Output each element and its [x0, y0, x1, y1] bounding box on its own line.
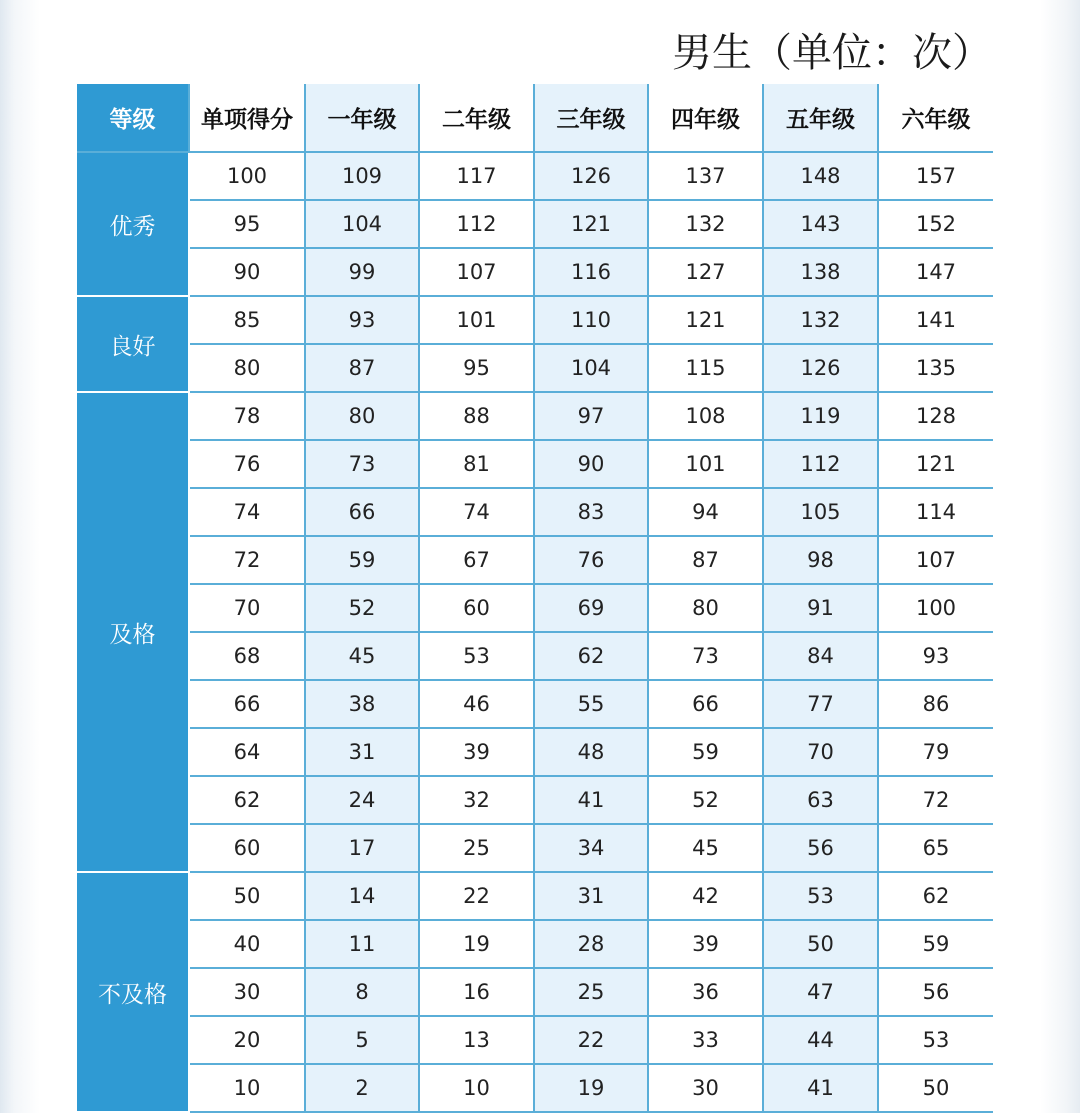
count-cell: 22: [534, 1016, 648, 1064]
score-cell: 50: [189, 872, 305, 920]
count-cell: 41: [534, 776, 648, 824]
count-cell: 109: [305, 152, 419, 200]
count-cell: 81: [419, 440, 534, 488]
count-cell: 128: [878, 392, 993, 440]
header-grade-3: 三年级: [534, 84, 648, 152]
table-row: [77, 680, 993, 728]
count-cell: 148: [763, 152, 878, 200]
count-cell: 34: [534, 824, 648, 872]
count-cell: 66: [648, 680, 763, 728]
count-cell: 101: [648, 440, 763, 488]
count-cell: 56: [763, 824, 878, 872]
count-cell: 77: [763, 680, 878, 728]
score-cell: 66: [189, 680, 305, 728]
count-cell: 8: [305, 968, 419, 1016]
count-cell: 76: [534, 536, 648, 584]
count-cell: 62: [534, 632, 648, 680]
count-cell: 115: [648, 344, 763, 392]
score-cell: 76: [189, 440, 305, 488]
header-grade-2: 二年级: [419, 84, 534, 152]
count-cell: 59: [648, 728, 763, 776]
count-cell: 108: [648, 392, 763, 440]
table-row: [77, 392, 993, 440]
score-cell: 30: [189, 968, 305, 1016]
count-cell: 36: [648, 968, 763, 1016]
count-cell: 41: [763, 1064, 878, 1112]
level-cell: 良好: [77, 296, 189, 392]
count-cell: 101: [419, 296, 534, 344]
count-cell: 137: [648, 152, 763, 200]
count-cell: 69: [534, 584, 648, 632]
count-cell: 67: [419, 536, 534, 584]
score-cell: 100: [189, 152, 305, 200]
count-cell: 17: [305, 824, 419, 872]
count-cell: 39: [648, 920, 763, 968]
table-row: [77, 776, 993, 824]
level-cell: 及格: [77, 392, 189, 872]
count-cell: 80: [648, 584, 763, 632]
count-cell: 45: [648, 824, 763, 872]
count-cell: 99: [305, 248, 419, 296]
score-cell: 62: [189, 776, 305, 824]
count-cell: 60: [419, 584, 534, 632]
count-cell: 112: [763, 440, 878, 488]
count-cell: 110: [534, 296, 648, 344]
count-cell: 28: [534, 920, 648, 968]
count-cell: 62: [878, 872, 993, 920]
count-cell: 83: [534, 488, 648, 536]
count-cell: 46: [419, 680, 534, 728]
header-grade-5: 五年级: [763, 84, 878, 152]
count-cell: 121: [648, 296, 763, 344]
count-cell: 50: [763, 920, 878, 968]
count-cell: 53: [878, 1016, 993, 1064]
count-cell: 22: [419, 872, 534, 920]
count-cell: 44: [763, 1016, 878, 1064]
count-cell: 73: [305, 440, 419, 488]
count-cell: 98: [763, 536, 878, 584]
count-cell: 104: [534, 344, 648, 392]
count-cell: 19: [534, 1064, 648, 1112]
score-cell: 40: [189, 920, 305, 968]
count-cell: 11: [305, 920, 419, 968]
count-cell: 38: [305, 680, 419, 728]
count-cell: 132: [648, 200, 763, 248]
count-cell: 107: [878, 536, 993, 584]
score-cell: 70: [189, 584, 305, 632]
score-cell: 85: [189, 296, 305, 344]
count-cell: 14: [305, 872, 419, 920]
score-cell: 60: [189, 824, 305, 872]
count-cell: 25: [419, 824, 534, 872]
count-cell: 116: [534, 248, 648, 296]
table-row: [77, 536, 993, 584]
count-cell: 84: [763, 632, 878, 680]
count-cell: 88: [419, 392, 534, 440]
count-cell: 63: [763, 776, 878, 824]
header-score: 单项得分: [189, 84, 305, 152]
count-cell: 95: [419, 344, 534, 392]
table-row: [77, 1064, 993, 1112]
count-cell: 59: [305, 536, 419, 584]
count-cell: 50: [878, 1064, 993, 1112]
count-cell: 141: [878, 296, 993, 344]
count-cell: 42: [648, 872, 763, 920]
count-cell: 25: [534, 968, 648, 1016]
count-cell: 119: [763, 392, 878, 440]
table-row: [77, 440, 993, 488]
table-row: [77, 584, 993, 632]
score-cell: 90: [189, 248, 305, 296]
count-cell: 86: [878, 680, 993, 728]
score-cell: 95: [189, 200, 305, 248]
count-cell: 5: [305, 1016, 419, 1064]
score-cell: 72: [189, 536, 305, 584]
header-grade-1: 一年级: [305, 84, 419, 152]
count-cell: 55: [534, 680, 648, 728]
count-cell: 24: [305, 776, 419, 824]
count-cell: 126: [534, 152, 648, 200]
count-cell: 93: [305, 296, 419, 344]
count-cell: 10: [419, 1064, 534, 1112]
count-cell: 39: [419, 728, 534, 776]
count-cell: 47: [763, 968, 878, 1016]
count-cell: 72: [878, 776, 993, 824]
table-row: [77, 488, 993, 536]
count-cell: 152: [878, 200, 993, 248]
count-cell: 138: [763, 248, 878, 296]
count-cell: 32: [419, 776, 534, 824]
count-cell: 80: [305, 392, 419, 440]
count-cell: 33: [648, 1016, 763, 1064]
count-cell: 147: [878, 248, 993, 296]
count-cell: 91: [763, 584, 878, 632]
count-cell: 53: [419, 632, 534, 680]
header-grade-6: 六年级: [878, 84, 993, 152]
count-cell: 105: [763, 488, 878, 536]
score-cell: 78: [189, 392, 305, 440]
table-body: [77, 152, 993, 1112]
count-cell: 53: [763, 872, 878, 920]
count-cell: 73: [648, 632, 763, 680]
count-cell: 94: [648, 488, 763, 536]
count-cell: 121: [534, 200, 648, 248]
table-row: [77, 344, 993, 392]
count-cell: 30: [648, 1064, 763, 1112]
count-cell: 52: [305, 584, 419, 632]
count-cell: 70: [763, 728, 878, 776]
table-row: [77, 872, 993, 920]
count-cell: 65: [878, 824, 993, 872]
table-row: [77, 248, 993, 296]
score-cell: 64: [189, 728, 305, 776]
count-cell: 100: [878, 584, 993, 632]
count-cell: 2: [305, 1064, 419, 1112]
count-cell: 107: [419, 248, 534, 296]
count-cell: 126: [763, 344, 878, 392]
count-cell: 87: [648, 536, 763, 584]
count-cell: 52: [648, 776, 763, 824]
table-row: [77, 200, 993, 248]
count-cell: 90: [534, 440, 648, 488]
table-row: [77, 824, 993, 872]
score-cell: 80: [189, 344, 305, 392]
count-cell: 87: [305, 344, 419, 392]
level-cell: 不及格: [77, 872, 189, 1112]
table-row: [77, 920, 993, 968]
count-cell: 114: [878, 488, 993, 536]
count-cell: 31: [534, 872, 648, 920]
count-cell: 143: [763, 200, 878, 248]
count-cell: 112: [419, 200, 534, 248]
count-cell: 19: [419, 920, 534, 968]
count-cell: 16: [419, 968, 534, 1016]
count-cell: 121: [878, 440, 993, 488]
header-level: 等级: [77, 84, 189, 152]
count-cell: 48: [534, 728, 648, 776]
count-cell: 135: [878, 344, 993, 392]
table-row: [77, 296, 993, 344]
count-cell: 93: [878, 632, 993, 680]
count-cell: 157: [878, 152, 993, 200]
level-cell: 优秀: [77, 152, 189, 296]
score-table: [77, 84, 993, 1113]
score-cell: 10: [189, 1064, 305, 1112]
count-cell: 45: [305, 632, 419, 680]
count-cell: 56: [878, 968, 993, 1016]
count-cell: 127: [648, 248, 763, 296]
count-cell: 74: [419, 488, 534, 536]
table-row: [77, 152, 993, 200]
count-cell: 66: [305, 488, 419, 536]
score-cell: 20: [189, 1016, 305, 1064]
count-cell: 13: [419, 1016, 534, 1064]
count-cell: 79: [878, 728, 993, 776]
page-title: 男生（单位：次）: [672, 30, 992, 76]
count-cell: 117: [419, 152, 534, 200]
table-row: [77, 968, 993, 1016]
header-grade-4: 四年级: [648, 84, 763, 152]
count-cell: 104: [305, 200, 419, 248]
count-cell: 31: [305, 728, 419, 776]
table-row: [77, 1016, 993, 1064]
table-row: [77, 728, 993, 776]
header-row: [77, 84, 993, 152]
count-cell: 132: [763, 296, 878, 344]
count-cell: 97: [534, 392, 648, 440]
score-cell: 68: [189, 632, 305, 680]
score-cell: 74: [189, 488, 305, 536]
table-row: [77, 632, 993, 680]
count-cell: 59: [878, 920, 993, 968]
